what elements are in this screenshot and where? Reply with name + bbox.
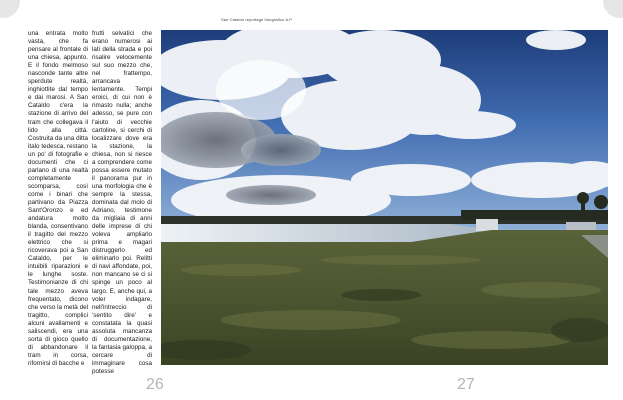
page-curl-right bbox=[603, 0, 623, 18]
column-right-text: frutti selvatici che erano numerosi ai lati della strada e poi risalire velocemente sul suo mezzo che, nel frattempo, arrancava lentamente. Tempi eroici, di cui non è rimasto nulla; anche adesso, se pure con l'aiuto di vecchie cartoline, si cerchi di localizzare dove era la stazione, la chiesa, non si riesce a comprendere come possa essere mutato il panorama pur in una morfologia che è sempre la stessa, dominata dal molo di Adriano, testimone da migliaia di anni delle imprese di chi voleva ampliarlo prima e magari distruggerlo ed eliminarlo poi. Relitti di navi affondate, poi, non mancano se ci si spinge un poco al largo. E, anche qui, a voler indagare, nell'intreccio di 'sentito dire' e constatata la quasi assoluta mancanza di documentazione, la fantasia galoppa, a cercare di immaginare cosa potesse bbox=[92, 30, 152, 375]
column-left-text: una entrata molto vasta, che fa pensare al frontale di una chiesa, appunto. E il fondo melmoso nasconde tante altre sperdute realtà, inghiottite dal tempo e dai marosi. A San Cataldo c'era la stazione di arrivo del tram che collegava il lido alla città. Costruita da una ditta italo tedesca, restano un po' di fotografie e documenti che ci parlano di una realtà completamente scomparsa, così come i binari che partivano da Piazza Sant'Oronzo e ed andatura molto blanda, consentivano il tragitto del mezzo elettrico che si ricoverava poi a San Cataldo, per le intuibili riparazioni e le lunghe soste. Testimonianze di chi tale mezzo aveva frequentato, dicono che verso la metà del tragitto, complici alcuni avallamenti e saliscendi, era una sorta di gioco quello di abbandonare il tram in corsa, rifornirsi di bacche e bbox=[28, 30, 88, 367]
page-number-left: 26 bbox=[146, 376, 164, 393]
text-column-left bbox=[28, 30, 88, 368]
page-curl-left bbox=[0, 0, 20, 18]
text-column-right bbox=[92, 30, 152, 376]
page-number-right: 27 bbox=[457, 376, 475, 393]
running-header: San Cataldo reportage fotografico A.P. bbox=[221, 17, 293, 22]
coastal-landscape-photo bbox=[161, 30, 608, 365]
